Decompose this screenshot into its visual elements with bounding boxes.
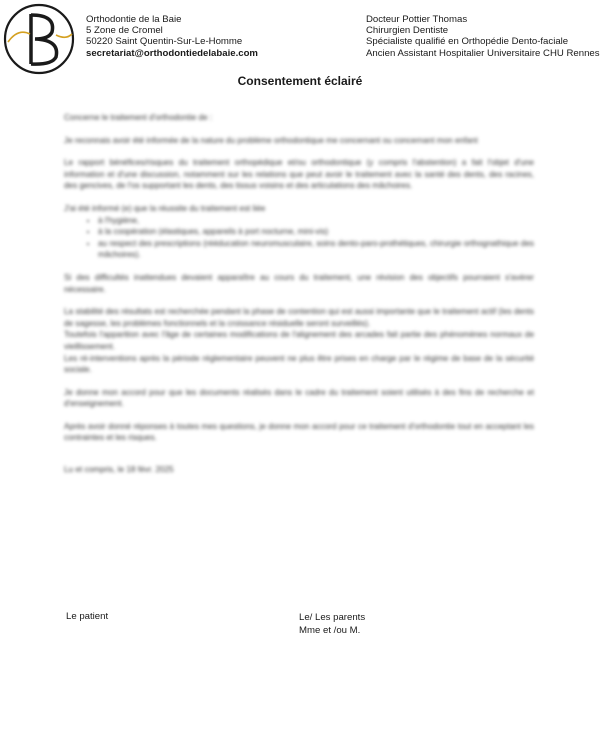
paragraph-stability: La stabilité des résultats est recherchée pendant la phase de contention qui est aussi importante que le traitement actif (les dents de sagesse, les problèmes fonctionnels et la croissance résiduelle seront surveillés). (64, 307, 534, 328)
logo-gold-accent-right (56, 34, 72, 37)
document-title: Consentement éclairé (237, 74, 363, 88)
paragraph-reinterventions: Les ré-interventions après la période réglementaire peuvent ne plus être prises en charge par le régime de base de la sécurité sociale. (64, 353, 534, 375)
clinic-contact-block (86, 14, 258, 59)
doctor-info-block (366, 14, 600, 59)
success-factors-list (64, 215, 534, 261)
doctor-specialty: Spécialiste qualifié en Orthopédie Dento-faciale (366, 36, 569, 48)
paragraph-agreement: Après avoir donné réponses à toutes mes questions, je donne mon accord pour ce traitement d'orthodontie tout en acceptant les contraintes et les risques. (64, 421, 534, 443)
clinic-address-line2: 50220 Saint Quentin-Sur-Le-Homme (86, 36, 243, 48)
read-and-understood-date: Lu et compris, le 18 févr. 2025 (64, 465, 174, 475)
parents-signature-block (299, 611, 365, 637)
patient-signature-label: Le patient (66, 611, 109, 622)
paragraph-research: Je donne mon accord pour que les documents réalisés dans le cadre du traitement soient utilisés à des fins de recherche et d'enseignement. (64, 387, 534, 409)
paragraph-success-factors: J'ai été informé (e) que la réussite du traitement est liée (64, 203, 266, 213)
clinic-logo (2, 2, 76, 76)
clinic-email: secretariat@orthodontiedelabaie.com (86, 47, 258, 59)
doctor-title: Chirurgien Dentiste (366, 25, 449, 37)
paragraph-nature: Je reconnais avoir été informée de la nature du problème orthodontique me concernant ou concernant mon enfant (64, 135, 478, 145)
logo-b-bowls (31, 15, 57, 64)
clinic-name: Orthodontie de la Baie (86, 14, 182, 25)
list-item: • à la coopération (élastiques, appareils à port nocturne, mini-vis) (98, 226, 534, 238)
paragraph-aging: Toutefois l'apparition avec l'âge de certaines modifications de l'alignement des arcades fait partie des phénomènes normaux de vieillissement. (64, 330, 534, 351)
document-body (64, 112, 534, 487)
doctor-name: Docteur Pottier Thomas (366, 14, 468, 25)
list-item: • à l'hygiène, (98, 215, 534, 227)
list-item: • au respect des prescriptions (rééducation neuromusculaire, soins dento-paro-prothétiques, chirurgie orthognathique des mâchoires). (98, 238, 534, 261)
doctor-position: Ancien Assistant Hospitalier Universitaire CHU Rennes (366, 47, 600, 59)
intro-line: Concerne le traitement d'orthodontie de : (64, 113, 213, 122)
paragraph-benefits-risks: Le rapport bénéfices/risques du traitement orthopédique et/ou orthodontique (y compris l'abstention) a fait l'objet d'une information et d'une discussion, notamment sur les relations que peut avoir le traitement avec la santé des dents, des racines, des gencives, de l'os supportant les dents, des tissus voisins et des articulations des mâchoires. (64, 158, 534, 191)
clinic-address-line1: 5 Zone de Cromel (86, 25, 163, 37)
parents-names-label: Mme et /ou M. (299, 625, 361, 636)
logo-gold-accent (8, 32, 30, 42)
parents-label: Le/ Les parents (299, 612, 366, 623)
paragraph-difficulties: Si des difficultés inattendues devaient apparaître au cours du traitement, une révision des objectifs pourraient s'avérer nécessaire. (64, 272, 534, 294)
